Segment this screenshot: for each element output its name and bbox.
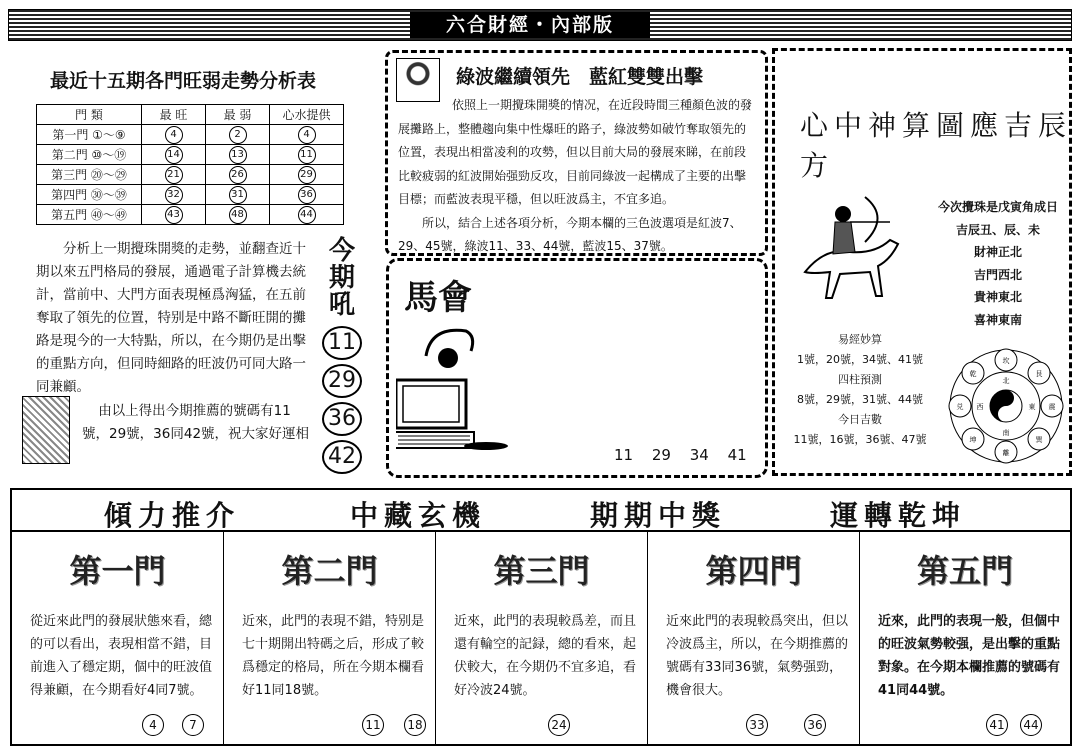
column-header: 最 弱 — [206, 105, 270, 125]
min-cell: 13 — [229, 146, 247, 164]
trend-title: 最近十五期各門旺弱走勢分析表 — [50, 70, 317, 92]
door-number: 36 — [804, 714, 826, 736]
yi-line: 8號，29號，31號、44號 — [797, 393, 923, 406]
fortune-info — [928, 196, 1068, 331]
info-line: 吉辰丑、辰、未 — [955, 222, 1040, 237]
door-title: 第三門 — [493, 552, 590, 590]
door-number: 11 — [362, 714, 384, 736]
horse-number: 41 — [727, 446, 747, 464]
min-cell: 31 — [229, 186, 247, 204]
min-cell: 2 — [229, 126, 247, 144]
jinqi-number: 11 — [322, 326, 362, 360]
info-line: 今次攪珠是戊寅角成日 — [937, 200, 1058, 214]
archer-rider-icon — [795, 192, 910, 302]
compass-label: 南 — [1002, 429, 1010, 437]
door-cell: 第五門 ㊵～㊾ — [37, 205, 142, 225]
door-number: 18 — [404, 714, 426, 736]
slogan: 運轉乾坤 — [830, 499, 967, 532]
door-title: 第五門 — [916, 552, 1013, 590]
compass-label: 坤 — [969, 436, 977, 444]
compass-label: 巽 — [1035, 436, 1043, 444]
tip-cell: 29 — [298, 166, 316, 184]
door-number: 7 — [182, 714, 204, 736]
slogan: 期期中獎 — [590, 499, 727, 532]
tip-cell: 11 — [298, 146, 316, 164]
min-cell: 48 — [229, 206, 247, 224]
compass-label: 北 — [1002, 377, 1010, 385]
info-line: 吉門西北 — [973, 267, 1022, 282]
bagua-compass-icon — [948, 348, 1064, 464]
table-row — [37, 185, 344, 205]
door-text: 近來，此門的表現較爲差，而且還有輪空的記録，總的看來，起伏較大，在今期仍不宜多追，看好冷波24號。 — [454, 614, 637, 698]
slogan: 中藏玄機 — [350, 499, 487, 532]
tip-cell: 44 — [298, 206, 316, 224]
door-title: 第一門 — [69, 552, 166, 590]
door-cell: 第三門 ⑳～㉙ — [37, 165, 142, 185]
figure-icon — [22, 396, 70, 464]
yi-line: 今日吉數 — [838, 413, 882, 426]
door-column-3 — [436, 530, 648, 744]
max-cell: 43 — [165, 206, 183, 224]
yi-line: 易經妙算 — [838, 333, 882, 346]
slogan: 傾力推介 — [104, 499, 241, 532]
yi-line: 11號，16號，36號、47號 — [793, 433, 927, 446]
max-cell: 21 — [165, 166, 183, 184]
jinqi-number: 36 — [322, 402, 362, 436]
tip-cell: 4 — [298, 126, 316, 144]
compass-label: 艮 — [1035, 370, 1043, 378]
door-text: 從近來此門的發展狀態來看，總的可以看出，表現相當不錯，目前進入了穩定期，個中的旺波值得兼顧，在今期看好4同7號。 — [30, 614, 213, 698]
table-row — [37, 205, 344, 225]
horse-number: 11 — [614, 446, 634, 464]
door-number: 4 — [142, 714, 164, 736]
analysis-text: 分析上一期攪珠開獎的走勢，並翻查近十期以來五門格局的發展，通過電子計算機去統計，當前中、大門方面表現極爲洶猛，在五前奪取了領先的位置，特别是中路不斷旺開的攤路是現今的一大特點，所以，在今期仍是出擊的重點方向，但同時細路的旺波仍可同大路一同兼顧。 — [36, 241, 306, 395]
column-header: 最 旺 — [142, 105, 206, 125]
yi-line: 1號，20號，34號、41號 — [797, 353, 923, 366]
article-paragraph: 依照上一期攪珠開獎的情况，在近段時間三種顏色波的發展攤路上，整體趨向集中性爆旺的路子，綠波勢如破竹奪取領先的位置，表現出相當凌利的攻勢，但以目前大局的發展來睇，在前段比較疲弱的紅波開始强勁反攻，目前同綠波一起構成了主要的出擊目標；而藍波表現平穩，但以旺波爲主，不宜多追。 — [398, 98, 753, 206]
door-cell: 第二門 ⑩～⑲ — [37, 145, 142, 165]
compass-label: 東 — [1028, 403, 1036, 411]
table-row — [37, 125, 344, 145]
door-number: 44 — [1020, 714, 1042, 736]
calligraphy-text: 心中神算圖應吉辰方 — [800, 109, 1073, 182]
jinqi-number: 29 — [322, 364, 362, 398]
horse-number: 29 — [651, 446, 671, 464]
horse-numbers — [614, 446, 747, 464]
table-row — [37, 165, 344, 185]
compass-label: 震 — [1048, 403, 1056, 411]
yi-line: 四柱預測 — [838, 373, 882, 386]
door-column-4 — [648, 530, 860, 744]
compass-label: 兑 — [956, 403, 964, 411]
tip-cell: 36 — [298, 186, 316, 204]
info-line: 財神正北 — [973, 245, 1022, 259]
conclusion-text: 由以上得出今期推薦的號碼有11號，29號，36同42號，祝大家好運相 — [82, 403, 310, 442]
door-column-1 — [12, 530, 224, 744]
yi-predictions — [780, 330, 940, 450]
max-cell: 4 — [165, 126, 183, 144]
compass-label: 坎 — [1002, 357, 1010, 365]
door-text: 近來，此門的表現不錯，特别是七十期開出特碼之后，形成了較爲穩定的格局，所在今期本欄看好11同18號。 — [242, 614, 425, 698]
horse-title: 馬會 — [404, 278, 472, 318]
info-line: 喜神東南 — [973, 312, 1022, 327]
computer-icon — [396, 316, 516, 456]
door-number: 33 — [746, 714, 768, 736]
article-title: 綠波繼續領先 藍紅雙雙出擊 — [456, 66, 704, 88]
min-cell: 26 — [229, 166, 247, 184]
table-header-row — [37, 105, 344, 125]
door-cell: 第一門 ①～⑨ — [37, 125, 142, 145]
table-row — [37, 145, 344, 165]
jinqi-label: 今期吼 — [328, 236, 355, 320]
door-text: 近來，此門的表現一般，但個中的旺波氣勢較强，是出擊的重點對象。在今期本欄推薦的號碼有41同44號。 — [878, 614, 1061, 698]
door-title: 第四門 — [705, 552, 802, 590]
max-cell: 14 — [165, 146, 183, 164]
max-cell: 32 — [165, 186, 183, 204]
door-cell: 第四門 ㉚～㊴ — [37, 185, 142, 205]
door-number: 41 — [986, 714, 1008, 736]
door-text: 近來此門的表現較爲突出，但以冷波爲主，所以，在今期推薦的號碼有33同36號，氣勢强勁，機會很大。 — [666, 614, 849, 698]
door-column-5 — [860, 530, 1070, 744]
jinqi-number: 42 — [322, 440, 362, 474]
trend-table — [36, 104, 344, 225]
column-header: 心水提供 — [270, 105, 344, 125]
page-title: 六合財經・內部版 — [410, 12, 650, 38]
info-line: 貴神東北 — [973, 290, 1022, 304]
door-title: 第二門 — [281, 552, 378, 590]
article-body — [398, 94, 756, 259]
compass-label: 乾 — [969, 370, 977, 378]
article-paragraph: 所以，結合上述各項分析，今期本欄的三色波選項是紅波7、29、45號，綠波11、33、44號，藍波15、37號。 — [398, 215, 742, 253]
compass-label: 西 — [976, 403, 984, 411]
horse-number: 34 — [689, 446, 709, 464]
column-header: 門 類 — [37, 105, 142, 125]
door-number: 24 — [548, 714, 570, 736]
door-column-2 — [224, 530, 436, 744]
compass-label: 離 — [1002, 449, 1010, 457]
